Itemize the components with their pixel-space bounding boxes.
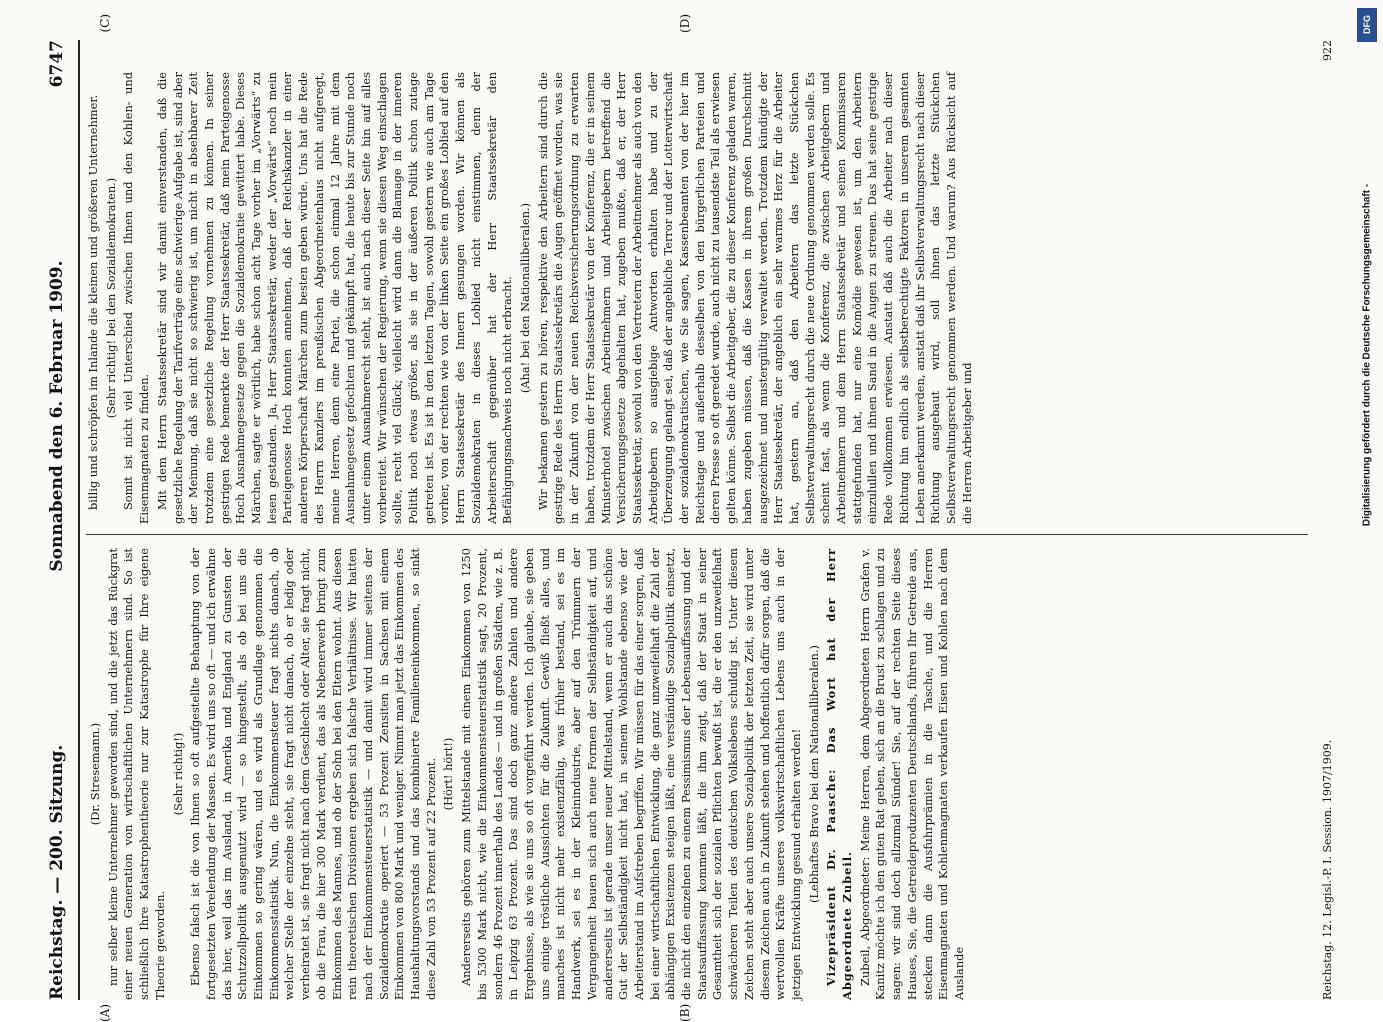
page-number: 6747 <box>47 40 67 88</box>
header-center: Sonnabend den 6. Februar 1909. <box>47 260 67 572</box>
paragraph: Zubeil, Abgeordneter: Meine Herren, dem Abgeordneten Herrn Grafen v. Kanitz möchte ich den guten Rat geben, sich an die Brust zu schlagen und zu sagen: wir sind doch allzumal Sünder! Sie, auf der rechten Seite dieses Hauses, Sie, die Getreideproduzenten Deutschlands, führen Ihr Getreide aus, stecken dann die Ausfuhrprämien in die Tasche, und die Herren Eisenmagnaten und Kohlenmagnaten verkaufen Eisen und Kohlen nach dem Auslande <box>857 548 966 1000</box>
speaker-label: (Dr. Stresemann.) <box>88 722 102 826</box>
page-footer <box>1316 40 1338 1000</box>
margin-marker-d: (D) <box>678 14 692 33</box>
interjection: (Lebhaftes Bravo bei den Nationalliberalen.) <box>806 645 821 903</box>
paragraph: Wir bekamen gestern zu hören, respektive den Arbeitern sind durch die gestrige Rede des Herrn Staatssekretärs die Augen geöffnet worden, was sie in der Zukunft von der neuen Reichsversicherungsordnung zu erwarten haben, trotzdem der Herr Staatssekretär von der Konferenz, die er in seinem Ministerhotel zwischen Arbeitnehmern und Arbeitgebern betreffend die Versicherungsgesetze abgehalten hat, zugeben mußte, daß er, der Herr Staatssekretär, sowohl von den Vertretern der Arbeitnehmer als auch von den Arbeitgebern so ausgiebige Antworten erhalten habe und zu der Überzeugung gelangt sei, daß der angebliche Terror und der Lotterwirtschaft der sozialdemokratischen, wie Sie sagen, Kassenbeamten von der hier im Reichstage und außerhalb desselben von den bürgerlichen Parteien und deren Presse so oft geredet wurde, auch nicht zu tausendste Teil als erwiesen gelten könne. Selbst die Arbeitgeber, die zu dieser Konferenz geladen waren, haben zugeben müssen, daß die Kassen in ihrem großen Durchschnitt ausgezeichnet und mustergültig verwaltet werden. Trotzdem kündigte der Herr Staatssekretär, der angeblich ein sehr warmes Herz für die Arbeiter hat, gestern an, daß den Arbeitern das letzte Stückchen Selbstverwaltungsrecht durch die neue Ordnung genommen werden solle. Es scheint fast, als wenn die Konferenz, die zwischen Arbeitgebern und Arbeitnehmern und dem Herrn Staatssekretär und seinen Kommissaren stattgefunden hat, nur eine Komödie gewesen ist, um den Arbeitern einzulullen und ihnen Sand in die Augen zu streuen. Das hat seine gestrige Rede vollkommen erwiesen. Anstatt daß auch die Arbeiter nach dieser Richtung hin endlich als selbstberechtigte Faktoren in unserem gesamten Leben anerkannt werden, anstatt daß ihr Selbstverwaltungsrecht nach dieser Richtung ausgebaut wird, soll ihnen das letzte Stückchen Selbstverwaltungsrecht genommen werden. Und warum? Aus Rücksicht auf die Herren Arbeitgeber und <box>535 72 974 524</box>
interjection: (Aha! bei den Nationalliberalen.) <box>517 202 532 394</box>
margin-marker-b: (B) <box>678 1003 692 1022</box>
paragraph: Somit ist nicht viel Unterschied zwischen Ihnen und den Kohlen- und Eisenmagnaten zu finden. <box>121 72 152 524</box>
paragraph: Mit dem Herrn Staatssekretär sind wir damit einverstanden, daß die gesetzliche Regelung der Tarifverträge eine schwierige Aufgabe ist, sind aber der Meinung, daß sie nicht so schwierig ist, um nicht in absehbarer Zeit trotzdem eine gesetzliche Regelung vornehmen zu können. In seiner gestrigen Rede bemerkte der Herr Staatssekretär, daß mein Parteigenosse Hoch Ausnahmegesetze gegen die Sozialdemokratie gewittert habe. Dieses Märchen, sagte er wörtlich, habe schon acht Tage vorher im „Vorwärts“ zu lesen gestanden. Ja, Herr Staatssekretär, weder der „Vorwärts“ noch mein Parteigenosse Hoch konnten annehmen, daß der Reichskanzler in einer anderen Körperschaft Märchen zum besten geben würde. Uns hat die Rede des Herrn Kanzlers im preußischen Abgeordnetenhaus nicht aufgeregt, meine Herren, denn eine Partei, die schon einmal 12 Jahre mit dem Ausnahmegesetz gefochten und gekämpft hat, die heute bis zur Stunde noch unter einem Ausnahmerecht steht, ist auch nach dieser Seite hin auf alles vorbereitet. Wir wünschen der Regierung, wenn sie diesen Weg einschlagen sollte, recht viel Glück; vielleicht wird dann die Blamage in der inneren Politik noch etwas größer, als sie in der äußeren Politik schon zutage getreten ist. Es ist in den letzten Tagen, sowohl gestern wie auch am Tage vorher, von der rechten wie von der linken Seite ein großes Loblied auf den Herrn Staatssekretär des Innern gesungen worden. Wir können als Sozialdemokraten in dieses Loblied nicht einstimmen, denn der Arbeiterschaft gegenüber hat der Herr Staatssekretär den Befähigungsnachweis noch nicht erbracht. <box>154 72 515 524</box>
paragraph: Ebenso falsch ist die von Ihnen so oft aufgestellte Behauptung von der fortgesetzten Verelendung der Massen. Es wird uns so oft — und ich erwähne das hier, weil das im Ausland, in Amerika und England zu Gunsten der Schutzzollpolitik ausgenutzt wird — so hingestellt, als ob bei uns die Einkommen so gering wären, und es wird als Grundlage genommen die Einkommensstatistik. Nun, die Einkommensteuer fragt nichts danach, ob welcher Stelle der einzelne steht, sie fragt nicht danach, ob er ledig oder verheiratet ist, sie fragt nicht nach dem Geschlecht oder Alter, sie fragt nicht, ob die Frau, die hier 300 Mark verdient, das als Nebenerwerb bringt zum Einkommen des Mannes, und ob der Sohn bei den Eltern wohnt. Aus diesen rein theoretischen Divisionen ergeben sich falsche Verhältnisse. Wir hatten nach der Einkommensteuerstatistik — und damit wird immer seitens der Sozialdemokratie operiert — 53 Prozent Zensiten in Sachsen mit einem Einkommen von 800 Mark und weniger. Nimmt man jetzt das Einkommen des Haushaltungsvorstands und das kombinierte Familieneinkommen, so sinkt diese Zahl von 53 Prozent auf 22 Prozent. <box>188 548 438 1000</box>
margin-marker-c: (C) <box>98 14 112 33</box>
footer-signature: 922 <box>1320 40 1334 61</box>
left-column <box>86 548 970 1000</box>
running-header <box>38 40 76 1000</box>
header-left: Reichstag. — 200. Sitzung. <box>47 744 67 1000</box>
column-divider <box>86 534 1308 535</box>
vice-president-line: Vizepräsident Dr. Paasche: Das Wort hat der Herr Abgeordnete Zubeil. <box>824 548 855 1000</box>
margin-marker-a: (A) <box>98 1003 112 1022</box>
dfg-logo: DFG <box>1357 8 1377 42</box>
interjection: (Sehr richtig!) <box>170 732 185 816</box>
footer-left: Reichstag. 12. Legisl.-P. I. Session. 1907/1909. <box>1320 739 1334 1000</box>
digitization-text: Digitalisierung gefördert durch die Deutsche Forschungsgemeinschaft - <box>1361 183 1373 527</box>
paragraph: nur selber kleine Unternehmer geworden sind, und die jetzt das Rückgrat einer neuen Generation von wirtschaftlichen Unternehmern sind. So ist schließlich Ihre Katastrophentheorie nur zur Katastrophe für Ihre eigene Theorie geworden. <box>105 548 167 1000</box>
interjection: (Hört! hört!) <box>441 737 456 811</box>
rotated-page <box>38 14 1338 1022</box>
interjection: (Sehr richtig! bei den Sozialdemokraten.) <box>103 177 118 419</box>
paragraph: Andererseits gehören zum Mittelstande mit einem Einkommen von 1250 bis 5300 Mark nicht, wie die Einkommensteuerstatistik sagt, 20 Prozent, sondern 46 Prozent innerhalb des Landes — und in großen Städten, wie z. B. in Leipzig 63 Prozent. Das sind doch ganz andere Zahlen und andere Ergebnisse, als wie sie uns so oft vorgeführt werden. Ich glaube, sie geben uns einige tröstliche Aussichten für die Zukunft. Gewiß fließt alles, und manches ist nicht mehr existenzfähig, was früher bestand, sei es im Handwerk, sei es in der Kleinindustrie, aber auf den Trümmern der Vergangenheit bauen sich auch neue Formen der Selbständigkeit auf, und andererseits ist gerade unser neuer Mittelstand, wenn er auch das schöne Gut der Selbständigkeit nicht hat, in seinem Wohlstande ebenso wie der Arbeiterstand im Aufstreben begriffen. Wir müssen für das einer sorgen, daß bei einer wirtschaftlichen Entwicklung, die ganz unzweifelhaft die Zahl der abhängigen Existenzen steigen läßt, eine verständige Sozialpolitik einsetzt, die nicht den einzelnen zu einem Pessimismus der Lebensauffassung und der Staatsauffassung kommen läßt, die ihm zeigt, daß der Staat in seiner Gesamtheit sich der sozialen Pflichten bewußt ist, die er den unzweifelhaft schwächeren Teilen des deutschen Volkslebens schuldig ist. Unter diesem Zeichen steht aber auch unsere Sozialpolitik der letzten Zeit, sie wird unter diesem Zeichen auch in Zukunft stehen und hoffentlich dafür sorgen, daß die wertvollen Kräfte unseres volkswirtschaftlichen Lebens uns auch in der jetzigen Entwicklung gesund erhalten werden! <box>459 548 803 1000</box>
paragraph: billig und schröpfen im Inlande die kleinen und größeren Unternehmer. <box>86 94 100 510</box>
digitization-note <box>1355 10 1379 700</box>
header-rule <box>78 40 80 1000</box>
right-column <box>86 72 977 524</box>
